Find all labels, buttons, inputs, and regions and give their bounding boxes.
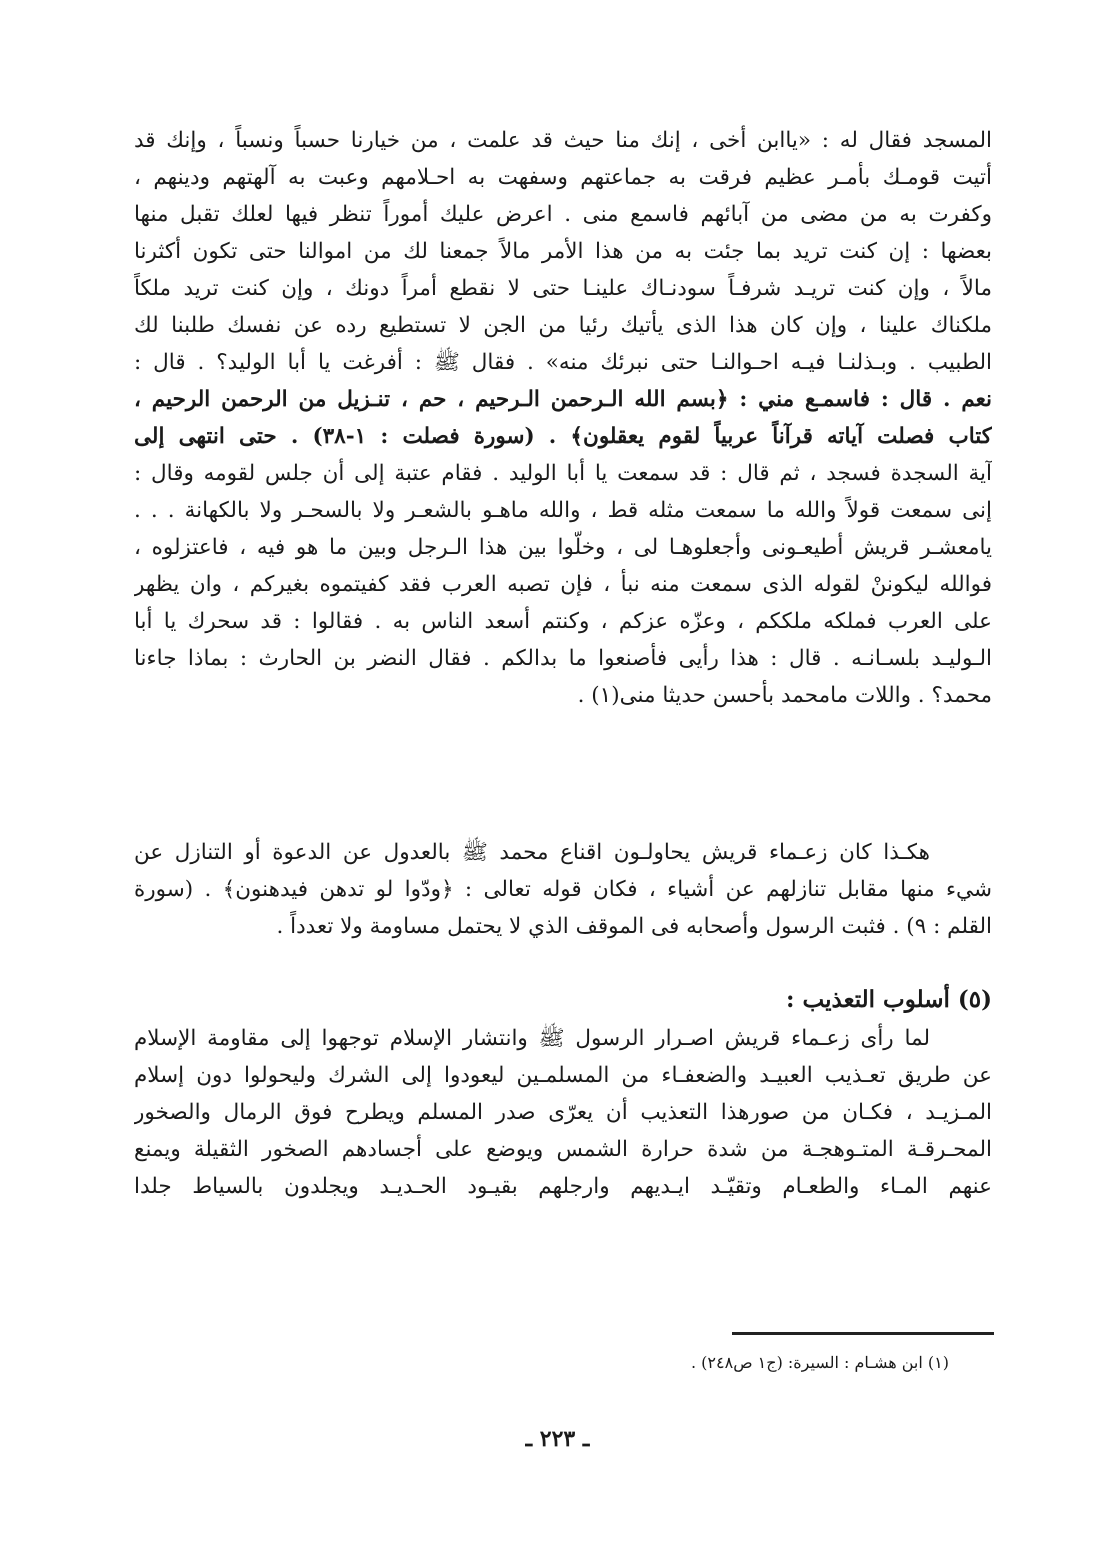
text-line: عنهم المـاء والطعـام وتقيّـد ايـديهم وارجلهم بقيـود الحـديـد ويجلدون بالسياط جلدا bbox=[134, 1174, 992, 1199]
text-line: آية السجدة فسجد ، ثم قال : قد سمعت يا أبا الوليد . فقام عتبة إلى أن جلس لقومه وقال : bbox=[134, 461, 992, 486]
paragraph-negotiation bbox=[134, 834, 992, 945]
text-line-quran: كتاب فصلت آياته قرآناً عربياً لقوم يعقلون﴾ . (سورة فصلت : ١-٣٨) . حتى انتهى إلى bbox=[134, 424, 992, 449]
text-line: إنى سمعت قولاً والله ما سمعت مثله قط ، والله ماهـو بالشعـر ولا بالسحـر ولا بالكهانة . . . bbox=[134, 498, 992, 523]
text-line: المسجد فقال له : «ياابن أخى ، إنك منا حيث قد علمت ، من خيارنا حسباً ونسباً ، وإنك قد bbox=[134, 128, 992, 153]
text-line: يامعشـر قريش أطيعـونى وأجعلوهـا لى ، وخلّوا بين هذا الـرجل وبين ما هو فيه ، فاعتزلوه ، bbox=[134, 535, 992, 560]
section-heading: (٥) أسلوب التعذيب : bbox=[786, 986, 992, 1013]
text-line: أتيت قومـك بأمـر عظيم فرقت به جماعتهم وسفهت به احـلامهم وعبت به آلهتهم ودينهم ، bbox=[134, 165, 992, 190]
text-line-quran: نعم . قال : فاسمـع مني : ﴿بسم الله الـرحمن الـرحيم ، حم ، تنـزيل من الرحمن الرحيم ، bbox=[134, 387, 992, 412]
text-line: المـزيـد ، فكـان من صورهذا التعذيب أن يعرّى صدر المسلم ويطرح فوق الرمال والصخور bbox=[134, 1100, 992, 1125]
footnote: (١) ابن هشـام : السيرة: (ج١ ص٢٤٨) . bbox=[691, 1353, 949, 1372]
text-line: بعضها : إن كنت تريد بما جئت به من هذا الأمر مالاً جمعنا لك من اموالنا حتى تكون أكثرنا bbox=[134, 239, 992, 264]
text-line: القلم : ٩) . فثبت الرسول وأصحابه فى الموقف الذي لا يحتمل مساومة ولا تعدداً . bbox=[276, 914, 992, 939]
paragraph-quraysh-offer bbox=[134, 122, 992, 714]
paragraph-torture bbox=[134, 1020, 992, 1205]
text-line: فوالله ليكوننْ لقوله الذى سمعت منه نبأ ، فإن تصبه العرب فقد كفيتموه بغيركم ، وان يظهر bbox=[134, 572, 992, 597]
text-line: وكفرت به من مضى من آبائهم فاسمع منى . اعرض عليك أموراً تنظر فيها لعلك تقبل منها bbox=[134, 202, 992, 227]
text-line: محمد؟ . واللات مامحمد بأحسن حديثا منى(١) . bbox=[577, 683, 992, 708]
text-line: هكـذا كان زعـماء قريش يحاولـون اقناع محمد ﷺ بالعدول عن الدعوة أو التنازل عن bbox=[134, 840, 930, 865]
text-line: المحـرقـة المتـوهجـة من شدة حرارة الشمس ويوضع على أجسادهم الصخور الثقيلة ويمنع bbox=[134, 1137, 992, 1162]
text-line: شيء منها مقابل تنازلهم عن أشياء ، فكان قوله تعالى : ﴿ودّوا لو تدهن فيدهنون﴾ . (سورة bbox=[134, 877, 992, 902]
text-line: لما رأى زعـماء قريش اصـرار الرسول ﷺ وانتشار الإسلام توجهوا إلى مقاومة الإسلام bbox=[134, 1026, 930, 1051]
text-line: الـوليـد بلسـانـه . قال : هذا رأيى فأصنعوا ما بدالكم . فقال النضر بن الحارث : بماذا جاءنا bbox=[134, 646, 992, 671]
footnote-divider bbox=[732, 1332, 994, 1335]
text-line: مالاً ، وإن كنت تريـد شرفـاً سودنـاك علينـا حتى لا نقطع أمراً دونك ، وإن كنت تريد ملكاً bbox=[134, 276, 992, 301]
text-line: ملكناك علينا ، وإن كان هذا الذى يأتيك رئيا من الجن لا تستطيع رده عن نفسك طلبنا لك bbox=[134, 313, 992, 338]
text-line: على العرب فملكه ملككم ، وعزّه عزكم ، وكنتم أسعد الناس به . فقالوا : قد سحرك يا أبا bbox=[134, 609, 992, 634]
page-number: ـ ٢٢٣ ـ bbox=[525, 1426, 590, 1452]
text-line: عن طريق تعـذيب العبيـد والضعفـاء من المسلمـين ليعودوا إلى الشرك وليحولوا دون إسلام bbox=[134, 1063, 992, 1088]
text-line: الطبيب . وبـذلنـا فيـه احـوالنـا حتى نبرئك منه» . فقال ﷺ : أفرغت يا أبا الوليد؟ . قال : bbox=[134, 350, 992, 375]
